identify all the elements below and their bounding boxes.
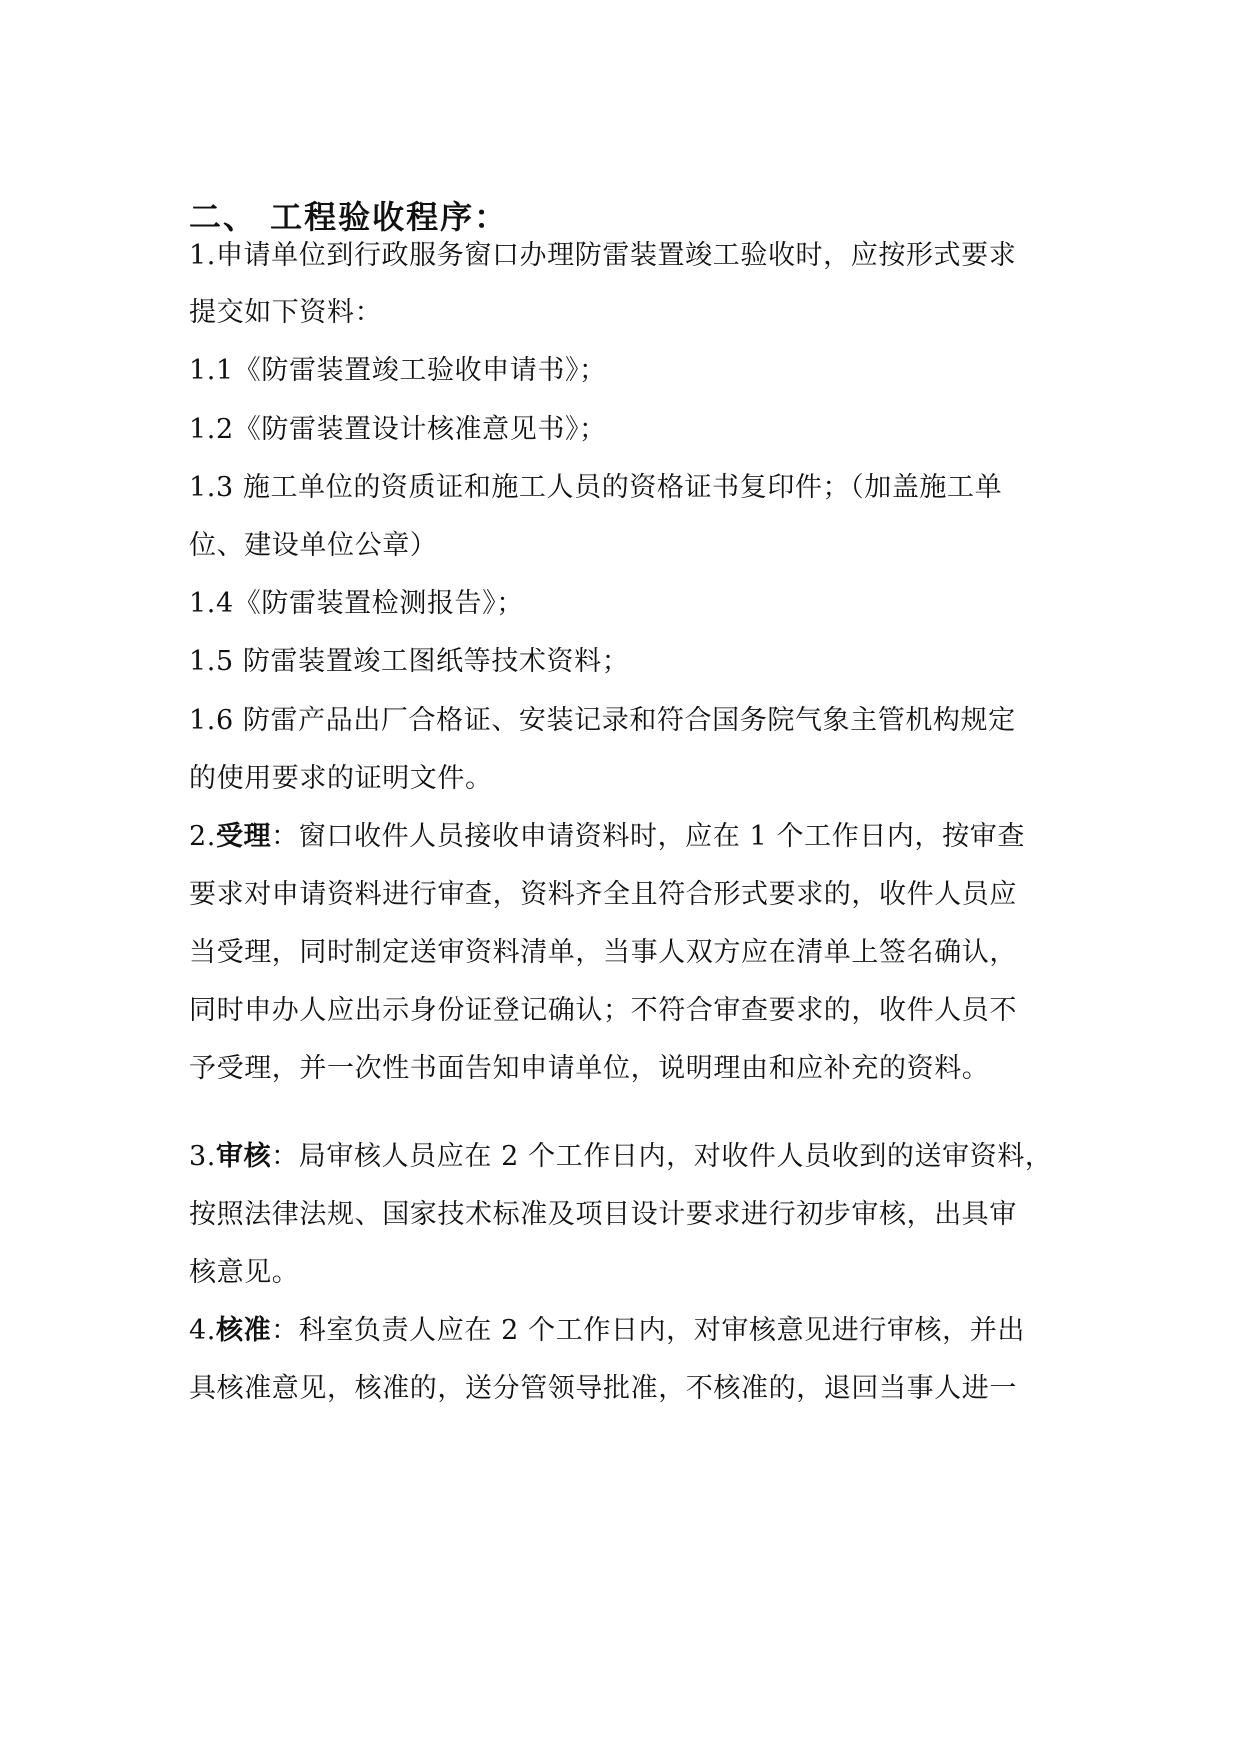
paragraph-line: 位、建设单位公章）: [189, 530, 438, 561]
paragraph-line-review: [189, 1137, 1053, 1177]
paragraph-line-acceptance: [189, 817, 1025, 857]
paragraph-line: 的使用要求的证明文件。: [189, 763, 493, 794]
term-approval: 核准: [215, 1315, 272, 1346]
item-number: 2.: [189, 821, 216, 852]
paragraph-line: 当受理，同时制定送审资料清单，当事人双方应在清单上签名确认，: [189, 937, 1017, 968]
paragraph-line: 1.3 施工单位的资质证和施工人员的资格证书复印件；（加盖施工单: [189, 472, 1003, 503]
paragraph-line: 1.6 防雷产品出厂合格证、安装记录和符合国务院气象主管机构规定: [189, 705, 1016, 736]
paragraph-line: 同时申办人应出示身份证登记确认；不符合审查要求的，收件人员不: [189, 995, 1017, 1026]
paragraph-line: 按照法律法规、国家技术标准及项目设计要求进行初步审核，出具审: [189, 1199, 1017, 1230]
item-number: 3.: [189, 1141, 216, 1172]
paragraph-line: 予受理，并一次性书面告知申请单位，说明理由和应补充的资料。: [189, 1053, 990, 1084]
item-text: ：窗口收件人员接收申请资料时，应在 1 个工作日内，按审查: [271, 821, 1025, 852]
paragraph-line: 1.5 防雷装置竣工图纸等技术资料；: [189, 646, 630, 677]
paragraph-line: 具核准意见，核准的，送分管领导批准，不核准的，退回当事人进一: [189, 1373, 1017, 1404]
item-text: ：科室负责人应在 2 个工作日内，对审核意见进行审核，并出: [271, 1315, 1025, 1346]
term-acceptance: 受理: [215, 821, 272, 852]
item-text: ：局审核人员应在 2 个工作日内，对收件人员收到的送审资料，: [271, 1141, 1053, 1172]
paragraph-line: 1.4《防雷装置检测报告》；: [189, 588, 524, 619]
paragraph-line: 1.1《防雷装置竣工验收申请书》；: [189, 355, 607, 386]
paragraph-line: 核意见。: [189, 1257, 300, 1288]
paragraph-line: 1.2《防雷装置设计核准意见书》；: [189, 414, 607, 445]
item-number: 4.: [189, 1315, 216, 1346]
paragraph-line: 要求对申请资料进行审查，资料齐全且符合形式要求的，收件人员应: [189, 879, 1017, 910]
term-review: 审核: [215, 1141, 272, 1172]
paragraph-line: 1.申请单位到行政服务窗口办理防雷装置竣工验收时，应按形式要求: [189, 240, 1017, 271]
paragraph-line-approval: [189, 1311, 1025, 1351]
section-heading: 二、 工程验收程序：: [189, 198, 509, 236]
paragraph-line: 提交如下资料：: [189, 297, 383, 328]
